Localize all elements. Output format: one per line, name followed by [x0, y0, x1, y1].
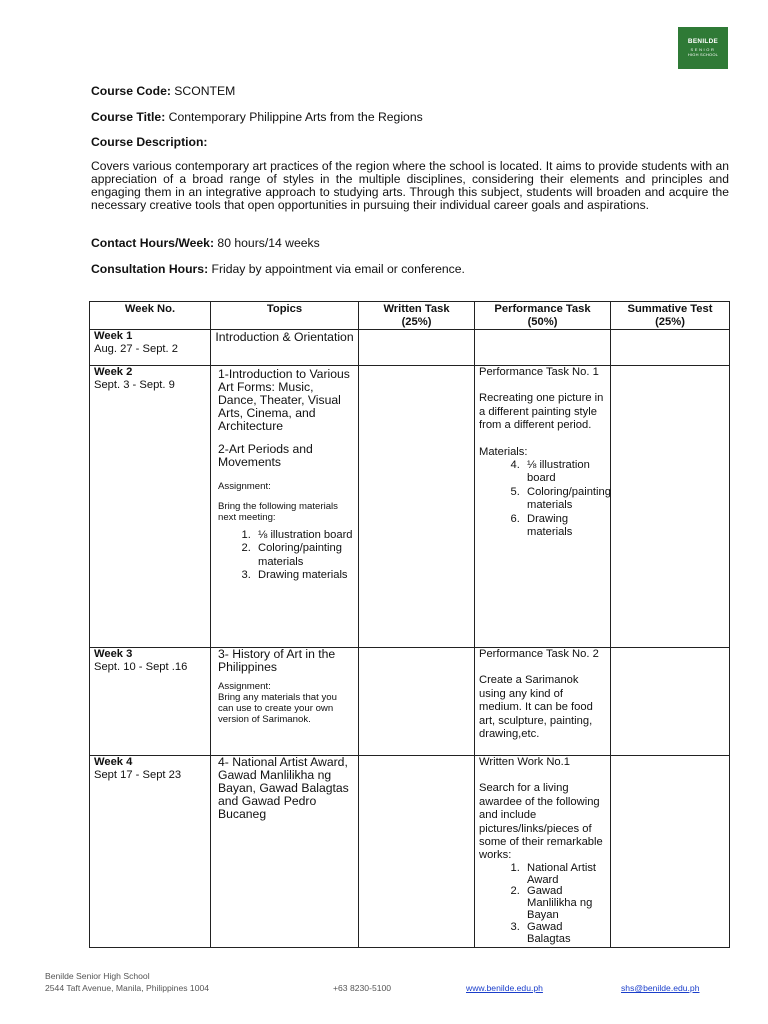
consultation-hours-value: Friday by appointment via email or conference.: [208, 262, 465, 276]
list-item: 1. National Artist Award: [523, 863, 606, 887]
table-row: [90, 366, 730, 648]
footer-address: 2544 Taft Avenue, Manila, Philippines 1004: [45, 983, 210, 993]
header-summative: Summative Test (25%): [611, 302, 730, 330]
topic-cell: [211, 756, 359, 948]
course-description: Covers various contemporary art practices of the region where the school is located. It aims to provide students with an appreciation of a broad range of styles in the multiple disciplines, considering their elements and principles and engaging them in an integrative approach to studying arts. Through this subject, students will broaden and acquire the necessary creative tools that open opportunities in pursuing their individual career goals and aspirations.: [91, 159, 729, 212]
table-row: [90, 756, 730, 948]
pt-list: [479, 863, 606, 946]
written-cell: [359, 330, 475, 366]
course-code-value: SCONTEM: [170, 84, 236, 98]
list-item: 3. Drawing materials: [254, 569, 354, 582]
logo-line-1: BENILDE: [687, 38, 719, 46]
pt-materials: [479, 459, 611, 539]
week-label: Week 3: [94, 648, 133, 660]
pt-title: Written Work No.1: [479, 756, 570, 768]
header-written: Written Task (25%): [359, 302, 475, 330]
table-row: [90, 648, 730, 756]
contact-hours: [91, 236, 729, 251]
week-cell: [90, 648, 211, 756]
course-title-value: Contemporary Philippine Arts from the Regions: [165, 110, 423, 124]
assignment-label: Assignment:: [218, 681, 271, 692]
topic-text: 3- History of Art in the Philippines: [218, 647, 336, 674]
list-item: 5. Coloring/painting materials: [523, 486, 606, 513]
written-cell: [359, 648, 475, 756]
list-item: 6. Drawing materials: [523, 513, 606, 540]
list-item: 3. Gawad Balagtas: [523, 922, 606, 946]
topic-text: 4- National Artist Award, Gawad Manlilikha ng Bayan, Gawad Balagtas and Gawad Pedro Bucaneg: [218, 755, 349, 821]
contact-hours-value: 80 hours/14 weeks: [214, 236, 320, 250]
week-cell: [90, 330, 211, 366]
pt-text: Recreating one picture in a different painting style from a different period.: [479, 392, 604, 432]
topic-text: Introduction & Orientation: [215, 330, 354, 344]
table-row: [90, 330, 730, 366]
course-title: [91, 110, 729, 125]
summative-cell: [611, 648, 730, 756]
pt-title: Performance Task No. 1: [479, 366, 599, 378]
footer-phone: +63 8230-5100: [333, 983, 392, 993]
assignment-text: Bring the following materials next meeting:: [218, 501, 338, 523]
footer-website-link[interactable]: www.benilde.edu.ph: [466, 983, 543, 993]
summative-cell: [611, 366, 730, 648]
written-cell: [359, 366, 475, 648]
assignment-text: Bring any materials that you can use to create your own version of Sarimanok.: [218, 692, 337, 725]
course-code-label: Course Code:: [91, 84, 171, 98]
contact-hours-label: Contact Hours/Week:: [91, 236, 215, 250]
performance-cell: [475, 330, 611, 366]
table-header-row: [90, 302, 730, 330]
assignment-materials: [218, 529, 354, 583]
list-item: 2. Coloring/painting materials: [254, 542, 354, 569]
topic-text: 1-Introduction to Various Art Forms: Music, Dance, Theater, Visual Arts, Cinema, and Architecture: [218, 367, 350, 433]
week-cell: [90, 366, 211, 648]
list-item: 4. ⅛ illustration board: [523, 459, 606, 486]
week-cell: [90, 756, 211, 948]
week-dates: Aug. 27 - Sept. 2: [94, 343, 178, 355]
pt-text: Search for a living awardee of the following and include pictures/links/pieces of some of their remarkable works:: [479, 782, 603, 862]
pt-text: Create a Sarimanok using any kind of medium. It can be food art, sculpture, painting, drawing,etc.: [479, 674, 593, 741]
topic-cell: [211, 648, 359, 756]
assignment-label: Assignment:: [218, 481, 271, 492]
course-code: [91, 84, 729, 99]
summative-cell: [611, 330, 730, 366]
list-item: 1. ⅛ illustration board: [254, 529, 354, 542]
consultation-hours: [91, 262, 729, 277]
pt-materials-label: Materials:: [479, 445, 528, 458]
logo-line-3: HIGH SCHOOL: [687, 51, 719, 57]
course-title-label: Course Title:: [91, 110, 166, 124]
week-label: Week 4: [94, 756, 133, 768]
topic-cell: [211, 366, 359, 648]
performance-cell: [475, 366, 611, 648]
logo-line-2: SENIOR: [690, 46, 716, 52]
performance-cell: [475, 756, 611, 948]
week-dates: Sept 17 - Sept 23: [94, 769, 182, 781]
footer-email-link[interactable]: shs@benilde.edu.ph: [621, 983, 700, 993]
footer-org: Benilde Senior High School: [45, 971, 150, 981]
header-week: Week No.: [90, 302, 211, 330]
course-description-heading: [91, 135, 729, 150]
header-topics: Topics: [211, 302, 359, 330]
school-logo: [678, 27, 728, 69]
week-label: Week 2: [94, 366, 133, 378]
course-description-label: Course Description:: [91, 135, 208, 149]
performance-cell: [475, 648, 611, 756]
week-dates: Sept. 3 - Sept. 9: [94, 379, 175, 391]
week-dates: Sept. 10 - Sept .16: [94, 661, 188, 673]
list-item: 2. Gawad Manlilikha ng Bayan: [523, 886, 606, 921]
topic-text: 2-Art Periods and Movements: [218, 442, 313, 469]
consultation-hours-label: Consultation Hours:: [91, 262, 209, 276]
topic-cell: [211, 330, 359, 366]
written-cell: [359, 756, 475, 948]
schedule-table: [89, 301, 730, 948]
header-performance: Performance Task (50%): [475, 302, 611, 330]
week-label: Week 1: [94, 330, 133, 342]
pt-title: Performance Task No. 2: [479, 648, 599, 660]
summative-cell: [611, 756, 730, 948]
footer-address-block: [45, 970, 209, 994]
